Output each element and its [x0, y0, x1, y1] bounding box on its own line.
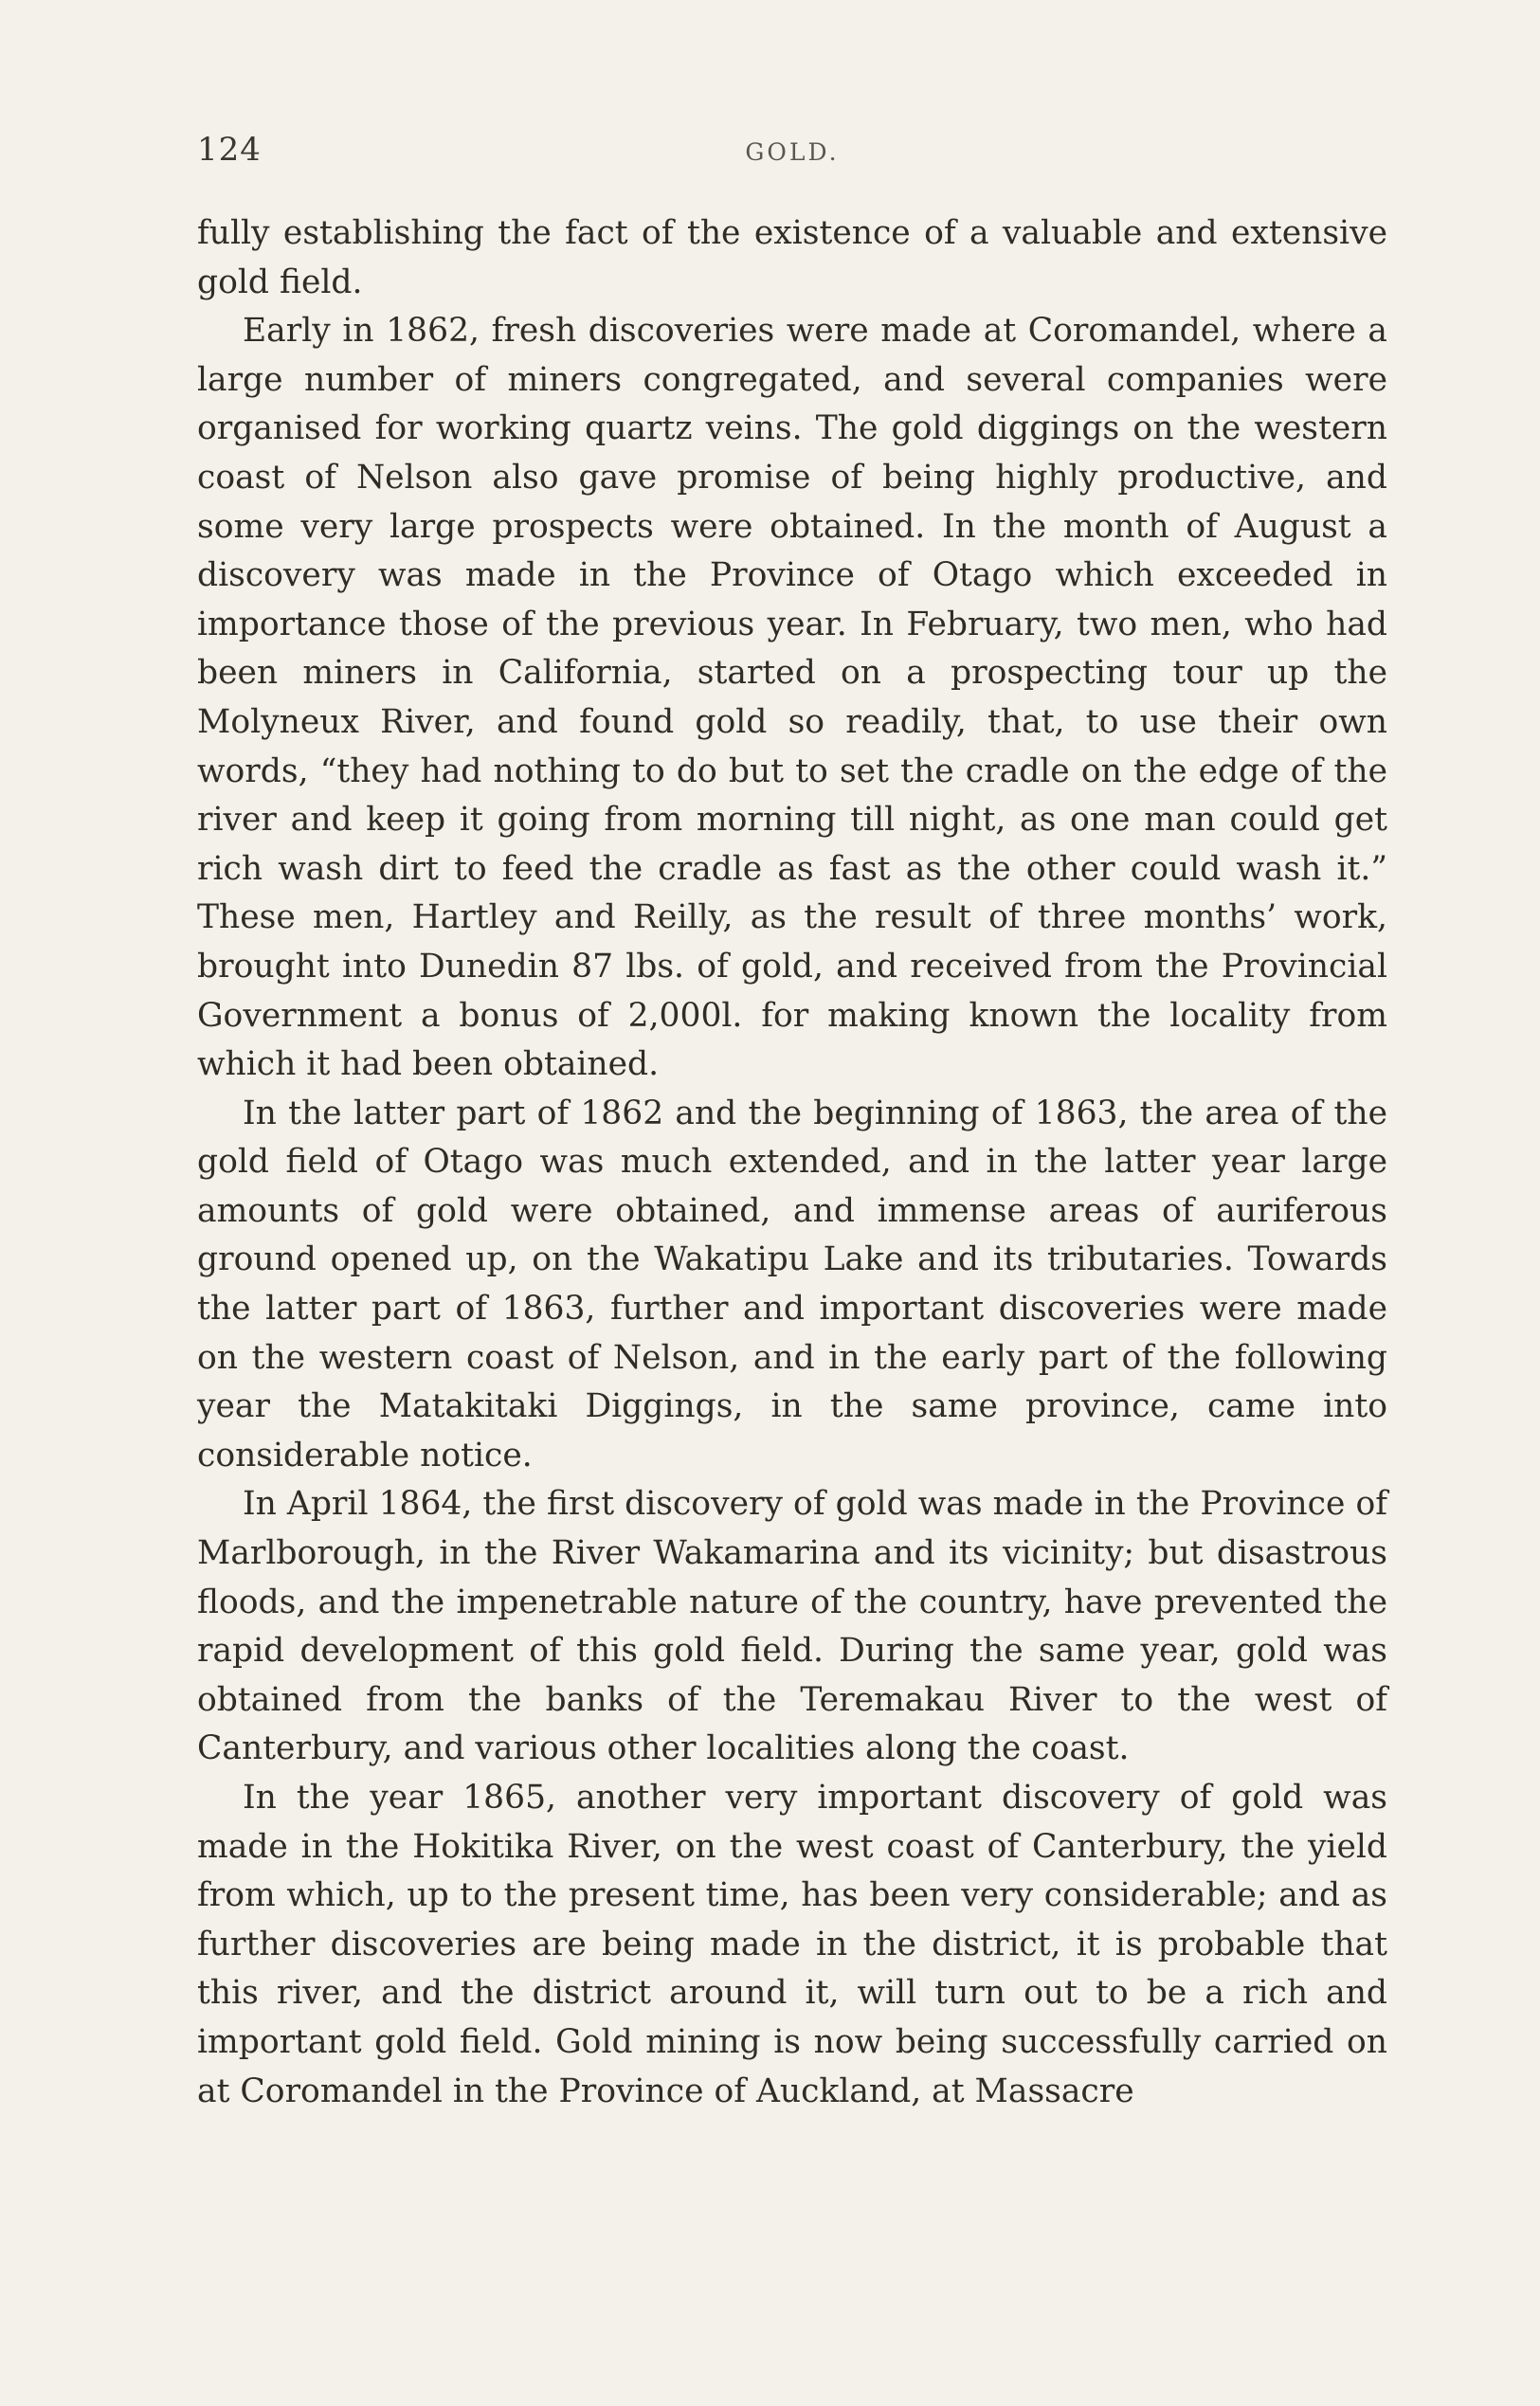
paragraph: In the year 1865, another very important discovery of gold was made in the Hokitika River, on the west coast of Canterbury, the yield from which, up to the present time, has been very considerable; and as further discoveries are being made in the district, it is probable that this river, and the district around it, will turn out to be a rich and important gold field. Gold mining is now being successfully carried on at Coromandel in the Province of Auckland, at Massacre [197, 1779, 1387, 2110]
paragraph: In the latter part of 1862 and the beginning of 1863, the area of the gold field of Otago was much extended, and in the latter year large amounts of gold were obtained, and immense areas of auriferous ground opened up, on the Wakatipu Lake and its tributaries. Towards the latter part of 1863, further and important discoveries were made on the western coast of Nelson, and in the early part of the following year the Matakitaki Diggings, in the same province, came into considerable notice. [197, 1094, 1387, 1474]
paragraph: fully establishing the fact of the existence of a valuable and extensive gold field. [197, 214, 1387, 301]
body-text [197, 209, 1387, 2116]
paragraph: Early in 1862, fresh discoveries were made at Coromandel, where a large number of miners congregated, and several companies were organised for working quartz veins. The gold diggings on the western coast of Nelson also gave promise of being highly productive, and some very large prospects were obtained. In the month of August a discovery was made in the Province of Otago which exceeded in importance those of the previous year. In February, two men, who had been miners in California, started on a prospecting tour up the Molyneux River, and found gold so readily, that, to use their own words, “they had nothing to do but to set the cradle on the edge of the river and keep it going from morning till night, as one man could get rich wash dirt to feed the cradle as fast as the other could wash it.” These men, Hartley and Reilly, as the result of three months’ work, brought into Dunedin 87 lbs. of gold, and received from the Provincial Government a bonus of 2,000l. for making known the locality from which it had been obtained. [197, 312, 1387, 1084]
running-head: GOLD. [745, 138, 840, 166]
page-number: 124 [197, 131, 262, 169]
paragraph: In April 1864, the first discovery of gold was made in the Province of Marlborough, in the River Wakamarina and its vicinity; but disastrous floods, and the impenetrable nature of the country, have prevented the rapid development of this gold field. During the same year, gold was obtained from the banks of the Teremakau River to the west of Canterbury, and various other localities along the coast. [197, 1485, 1387, 1768]
page-header [197, 131, 1387, 188]
